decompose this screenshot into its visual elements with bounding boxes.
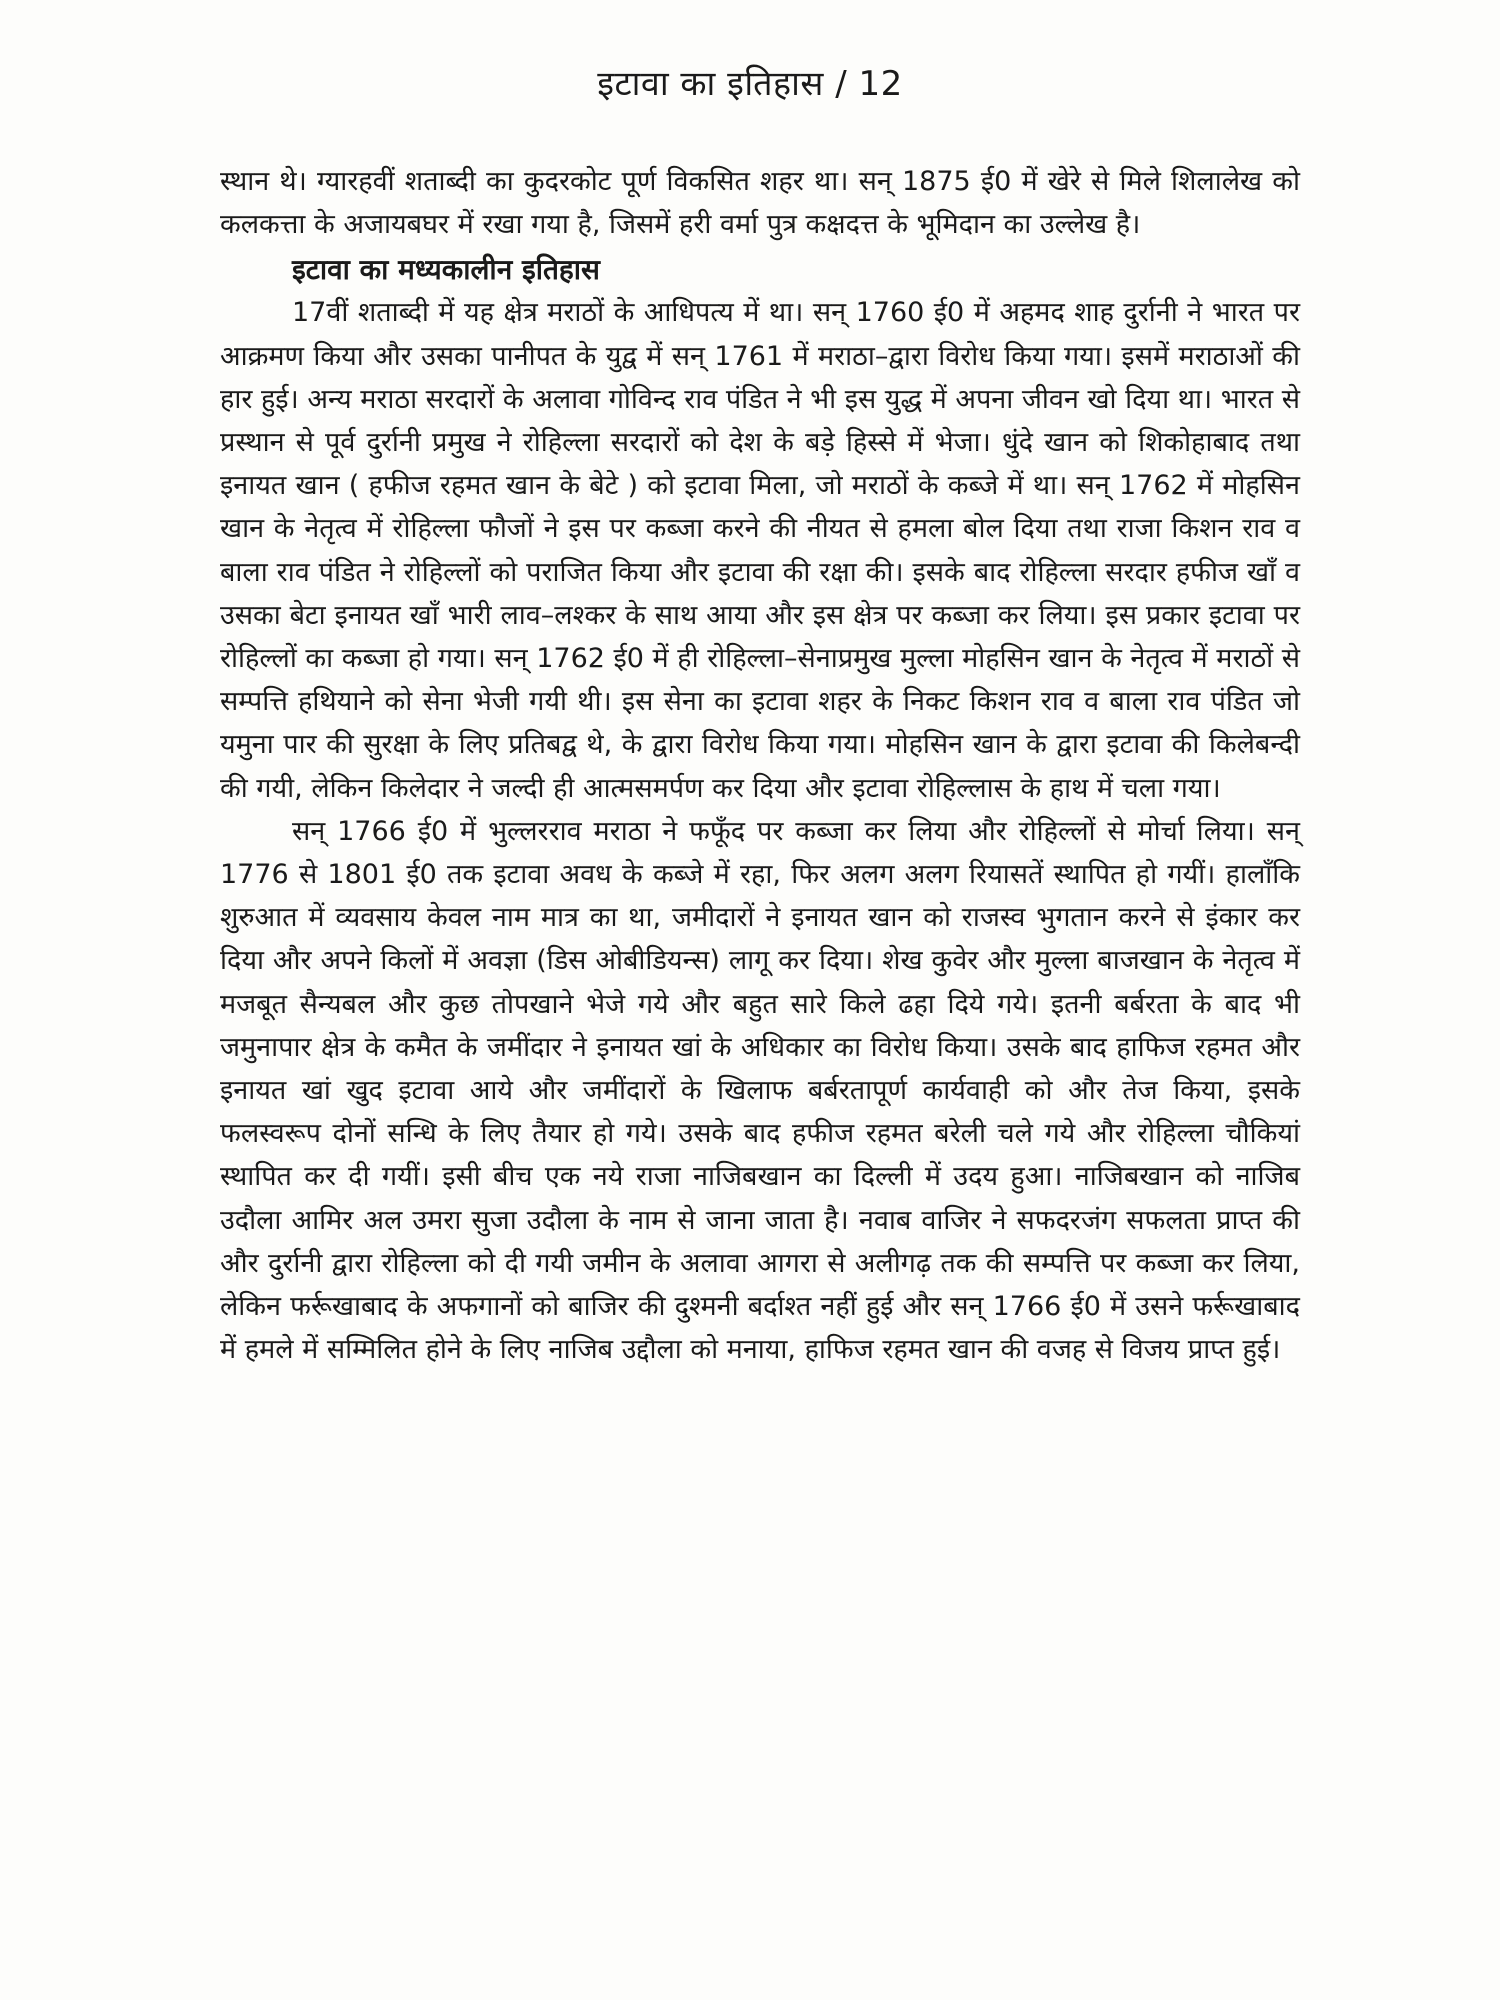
- paragraph-continuation: स्थान थे। ग्यारहवीं शताब्दी का कुदरकोट पूर्ण विकसित शहर था। सन् 1875 ई0 में खेरे से मिले शिलालेख को कलकत्ता के अजायबघर में रखा गया है, जिसमें हरी वर्मा पुत्र कक्षदत्त के भूमिदान का उल्लेख है।: [220, 166, 1300, 241]
- paragraph-later-events: सन् 1766 ई0 में भुल्लरराव मराठा ने फफूँद पर कब्जा कर लिया और रोहिल्लों से मोर्चा लिया। सन् 1776 से 1801 ई0 तक इटावा अवध के कब्जे में रहा, फिर अलग अलग रियासतें स्थापित हो गयीं। हालाँकि शुरुआत में व्यवसाय केवल नाम मात्र का था, जमीदारों ने इनायत खान को राजस्व भुगतान करने से इंकार कर दिया और अपने किलों में अवज्ञा (डिस ओबीडियन्स) लागू कर दिया। शेख कुवेर और मुल्ला बाजखान के नेतृत्व में मजबूत सैन्यबल और कुछ तोपखाने भेजे गये और बहुत सारे किले ढहा दिये गये। इतनी बर्बरता के बाद भी जमुनापार क्षेत्र के कमैत के जमींदार ने इनायत खां के अधिकार का विरोध किया। उसके बाद हाफिज रहमत और इनायत खां खुद इटावा आये और जमींदारों के खिलाफ बर्बरतापूर्ण कार्यवाही को और तेज किया, इसके फलस्वरूप दोनों सन्धि के लिए तैयार हो गये। उसके बाद हफीज रहमत बरेली चले गये और रोहिल्ला चौकियां स्थापित कर दी गयीं। इसी बीच एक नये राजा नाजिबखान का दिल्ली में उदय हुआ। नाजिबखान को नाजिब उदौला आमिर अल उमरा सुजा उदौला के नाम से जाना जाता है। नवाब वाजिर ने सफदरजंग सफलता प्राप्त की और दुर्रानी द्वारा रोहिल्ला को दी गयी जमीन के अलावा आगरा से अलीगढ़ तक की सम्पत्ति पर कब्जा कर लिया, लेकिन फर्रूखाबाद के अफगानों को बाजिर की दुश्मनी बर्दाश्त नहीं हुई और सन् 1766 ई0 में उसने फर्रूखाबाद में हमले में सम्मिलित होने के लिए नाजिब उद्दौला को मनाया, हाफिज रहमत खान की वजह से विजय प्राप्त हुई।: [220, 815, 1300, 1366]
- paragraph-medieval-history: 17वीं शताब्दी में यह क्षेत्र मराठों के आधिपत्य में था। सन् 1760 ई0 में अहमद शाह दुर्रानी ने भारत पर आक्रमण किया और उसका पानीपत के युद्व में सन् 1761 में मराठा–द्वारा विरोध किया गया। इसमें मराठाओं की हार हुई। अन्य मराठा सरदारों के अलावा गोविन्द राव पंडित ने भी इस युद्ध में अपना जीवन खो दिया था। भारत से प्रस्थान से पूर्व दुर्रानी प्रमुख ने रोहिल्ला सरदारों को देश के बड़े हिस्से में भेजा। धुंदे खान को शिकोहाबाद तथा इनायत खान ( हफीज रहमत खान के बेटे ) को इटावा मिला, जो मराठों के कब्जे में था। सन् 1762 में मोहसिन खान के नेतृत्व में रोहिल्ला फौजों ने इस पर कब्जा करने की नीयत से हमला बोल दिया तथा राजा किशन राव व बाला राव पंडित ने रोहिल्लों को पराजित किया और इटावा की रक्षा की। इसके बाद रोहिल्ला सरदार हफीज खाँ व उसका बेटा इनायत खाँ भारी लाव–लश्कर के साथ आया और इस क्षेत्र पर कब्जा कर लिया। इस प्रकार इटावा पर रोहिल्लों का कब्जा हो गया। सन् 1762 ई0 में ही रोहिल्ला–सेनाप्रमुख मुल्ला मोहसिन खान के नेतृत्व में मराठों से सम्पत्ति हथियाने को सेना भेजी गयी थी। इस सेना का इटावा शहर के निकट किशन राव व बाला राव पंडित जो यमुना पार की सुरक्षा के लिए प्रतिबद्व थे, के द्वारा विरोध किया गया। मोहसिन खान के द्वारा इटावा की किलेबन्दी की गयी, लेकिन किलेदार ने जल्दी ही आत्मसमर्पण कर दिया और इटावा रोहिल्लास के हाथ में चला गया।: [220, 297, 1300, 804]
- section-heading: इटावा का मध्यकालीन इतिहास: [292, 253, 600, 287]
- running-header: इटावा का इतिहास / 12: [597, 64, 903, 104]
- page-body: [220, 160, 1300, 1371]
